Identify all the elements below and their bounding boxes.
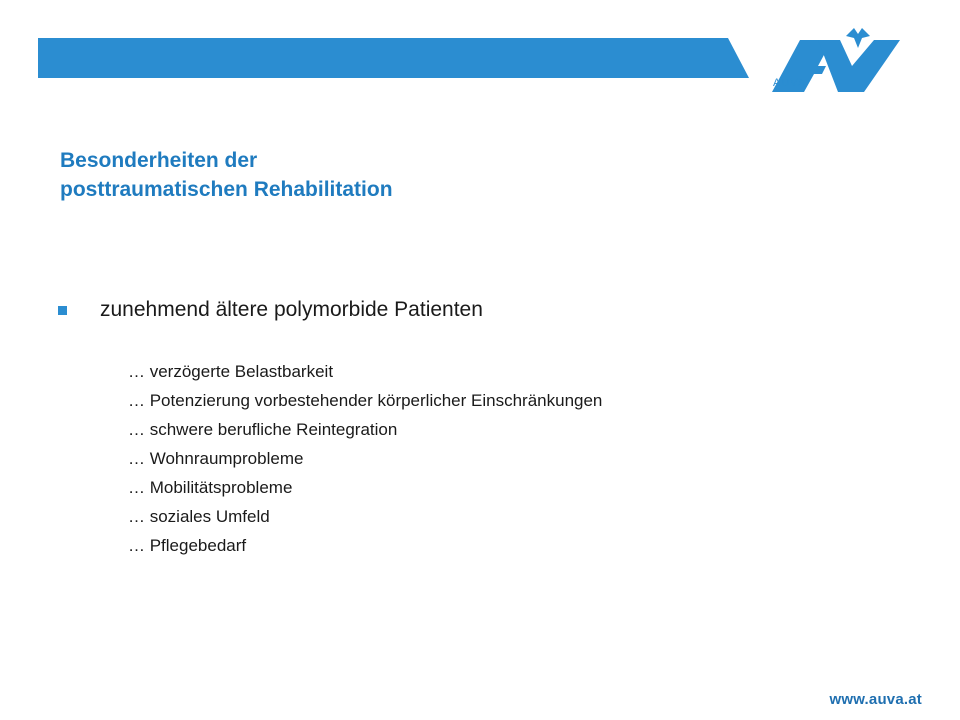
banner-graphic bbox=[0, 0, 960, 100]
main-bullet-text: zunehmend ältere polymorbide Patienten bbox=[100, 298, 483, 321]
list-item: … soziales Umfeld bbox=[128, 507, 270, 526]
list-item: … verzögerte Belastbarkeit bbox=[128, 362, 334, 381]
title-line-2: posttraumatischen Rehabilitation bbox=[60, 178, 393, 201]
list-item: … Wohnraumprobleme bbox=[128, 449, 304, 468]
list-item: … Potenzierung vorbestehender körperlicher Einschränkungen bbox=[128, 391, 603, 410]
list-item: … Mobilitätsprobleme bbox=[128, 478, 293, 497]
list-item: … Pflegebedarf bbox=[128, 536, 247, 555]
list-item: … schwere berufliche Reintegration bbox=[128, 420, 398, 439]
slide-title bbox=[60, 146, 760, 204]
sub-bullet-list bbox=[128, 357, 602, 560]
title-line-1: Besonderheiten der bbox=[60, 149, 258, 172]
logo-text: AUVA bbox=[773, 77, 807, 89]
header-banner bbox=[0, 0, 960, 100]
website-url: www.auva.at bbox=[829, 691, 922, 708]
square-bullet-icon bbox=[58, 306, 67, 315]
